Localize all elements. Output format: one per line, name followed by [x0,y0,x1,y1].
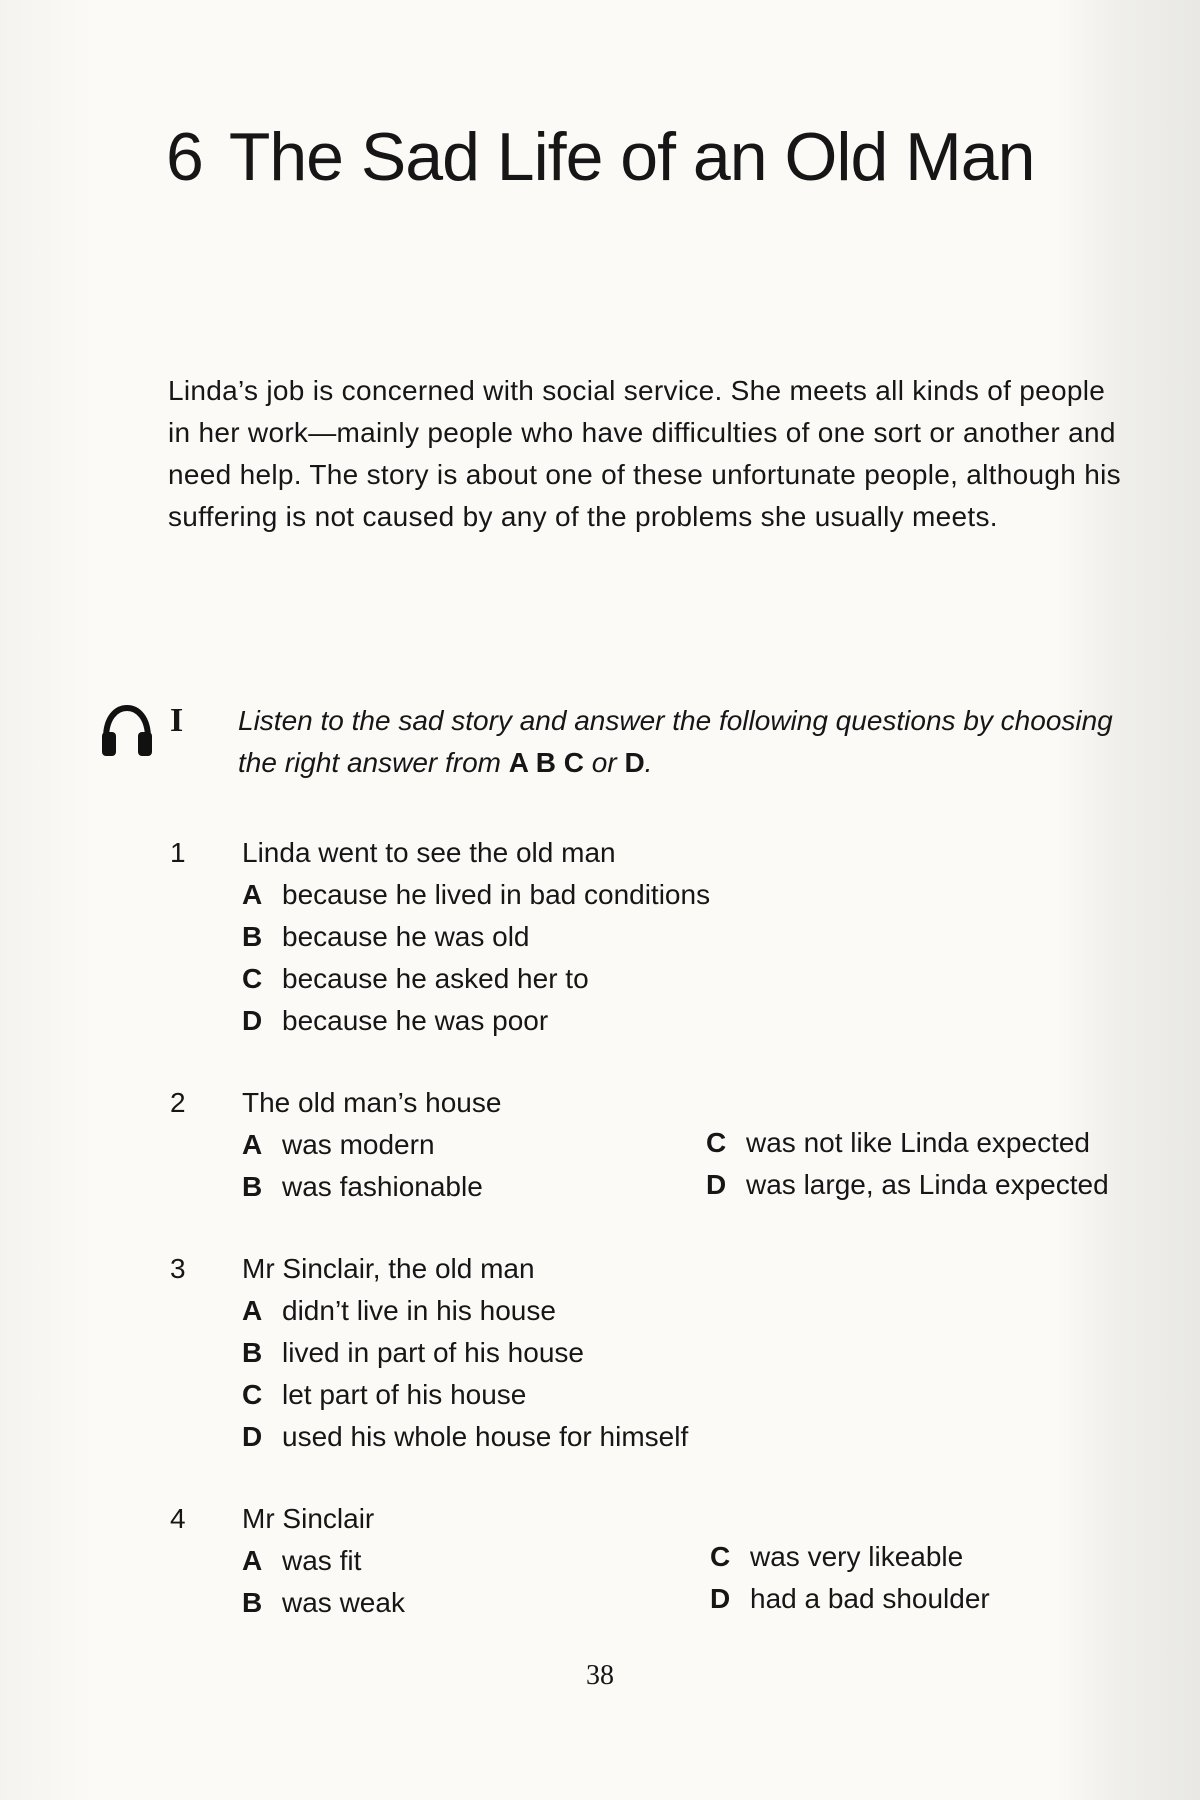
chapter-number: 6 [166,119,203,195]
option-text: didn’t live in his house [282,1295,556,1326]
option-d[interactable] [706,1169,1109,1201]
headphones-icon [100,704,154,758]
option-letter: A [242,879,263,910]
option-c[interactable] [710,1541,963,1573]
option-text: was weak [282,1587,405,1618]
instruction-text: Listen to the sad story and answer the following questions by choosing the right answer from [238,705,1113,778]
section-numeral: I [170,702,184,739]
option-a[interactable] [242,1129,435,1161]
option-text: used his whole house for himself [282,1421,689,1452]
option-text: was very likeable [750,1541,964,1572]
instruction-end: . [644,747,653,778]
question-4 [170,1503,1170,1623]
option-text: because he lived in bad conditions [282,879,711,910]
question-2 [170,1087,1170,1207]
option-d[interactable] [710,1583,990,1615]
option-letter: A [242,1295,263,1326]
question-stem: Linda went to see the old man [242,837,616,868]
option-letter: C [710,1541,731,1572]
option-letter: B [242,921,263,952]
question-1 [170,837,1170,1037]
chapter-title-text: The Sad Life of an Old Man [228,119,1035,195]
option-text: had a bad shoulder [750,1583,990,1614]
option-letter: D [706,1169,727,1200]
page-number: 38 [586,1660,614,1691]
option-b[interactable] [242,921,530,953]
option-letter: D [242,1421,263,1452]
question-3 [170,1253,1170,1453]
option-a[interactable] [242,1295,556,1327]
option-c[interactable] [242,1379,526,1411]
option-letter: A [242,1545,263,1576]
option-text: let part of his house [282,1379,527,1410]
question-stem: Mr Sinclair [242,1503,375,1534]
option-text: was fashionable [282,1171,483,1202]
option-letter: C [242,963,263,994]
option-text: because he was old [282,921,530,952]
intro-paragraph: Linda’s job is concerned with social service. She meets all kinds of people in her work—mainly people who have difficulties of one sort or another and need help. The story is about one of these unfortunate people, although his suffering is not caused by any of the problems she usually meets. [168,375,1121,532]
section-header [100,700,1160,790]
option-d[interactable] [242,1421,688,1453]
option-a[interactable] [242,879,710,911]
option-letter: B [242,1171,263,1202]
chapter-title [166,118,1034,196]
section-instruction [238,700,1158,784]
option-d[interactable] [242,1005,548,1037]
option-letter: A [242,1129,263,1160]
instruction-letters: A B C [508,747,584,778]
option-c[interactable] [242,963,589,995]
option-a[interactable] [242,1545,361,1577]
option-letter: B [242,1587,263,1618]
option-text: because he was poor [282,1005,549,1036]
question-number: 4 [170,1503,186,1534]
option-b[interactable] [242,1337,584,1369]
option-letter: D [710,1583,731,1614]
option-text: was large, as Linda expected [746,1169,1109,1200]
option-text: was modern [282,1129,435,1160]
option-letter: B [242,1337,263,1368]
question-number: 3 [170,1253,186,1284]
option-text: was fit [282,1545,362,1576]
option-letter: C [706,1127,727,1158]
option-text: was not like Linda expected [746,1127,1090,1158]
option-text: because he asked her to [282,963,589,994]
question-stem: Mr Sinclair, the old man [242,1253,535,1284]
question-number: 2 [170,1087,186,1118]
question-stem: The old man’s house [242,1087,502,1118]
instruction-or: or [583,747,625,778]
option-b[interactable] [242,1171,483,1203]
option-letter: D [242,1005,263,1036]
option-text: lived in part of his house [282,1337,584,1368]
instruction-last-letter: D [624,747,645,778]
option-letter: C [242,1379,263,1410]
option-c[interactable] [706,1127,1090,1159]
option-b[interactable] [242,1587,405,1619]
question-number: 1 [170,837,186,868]
